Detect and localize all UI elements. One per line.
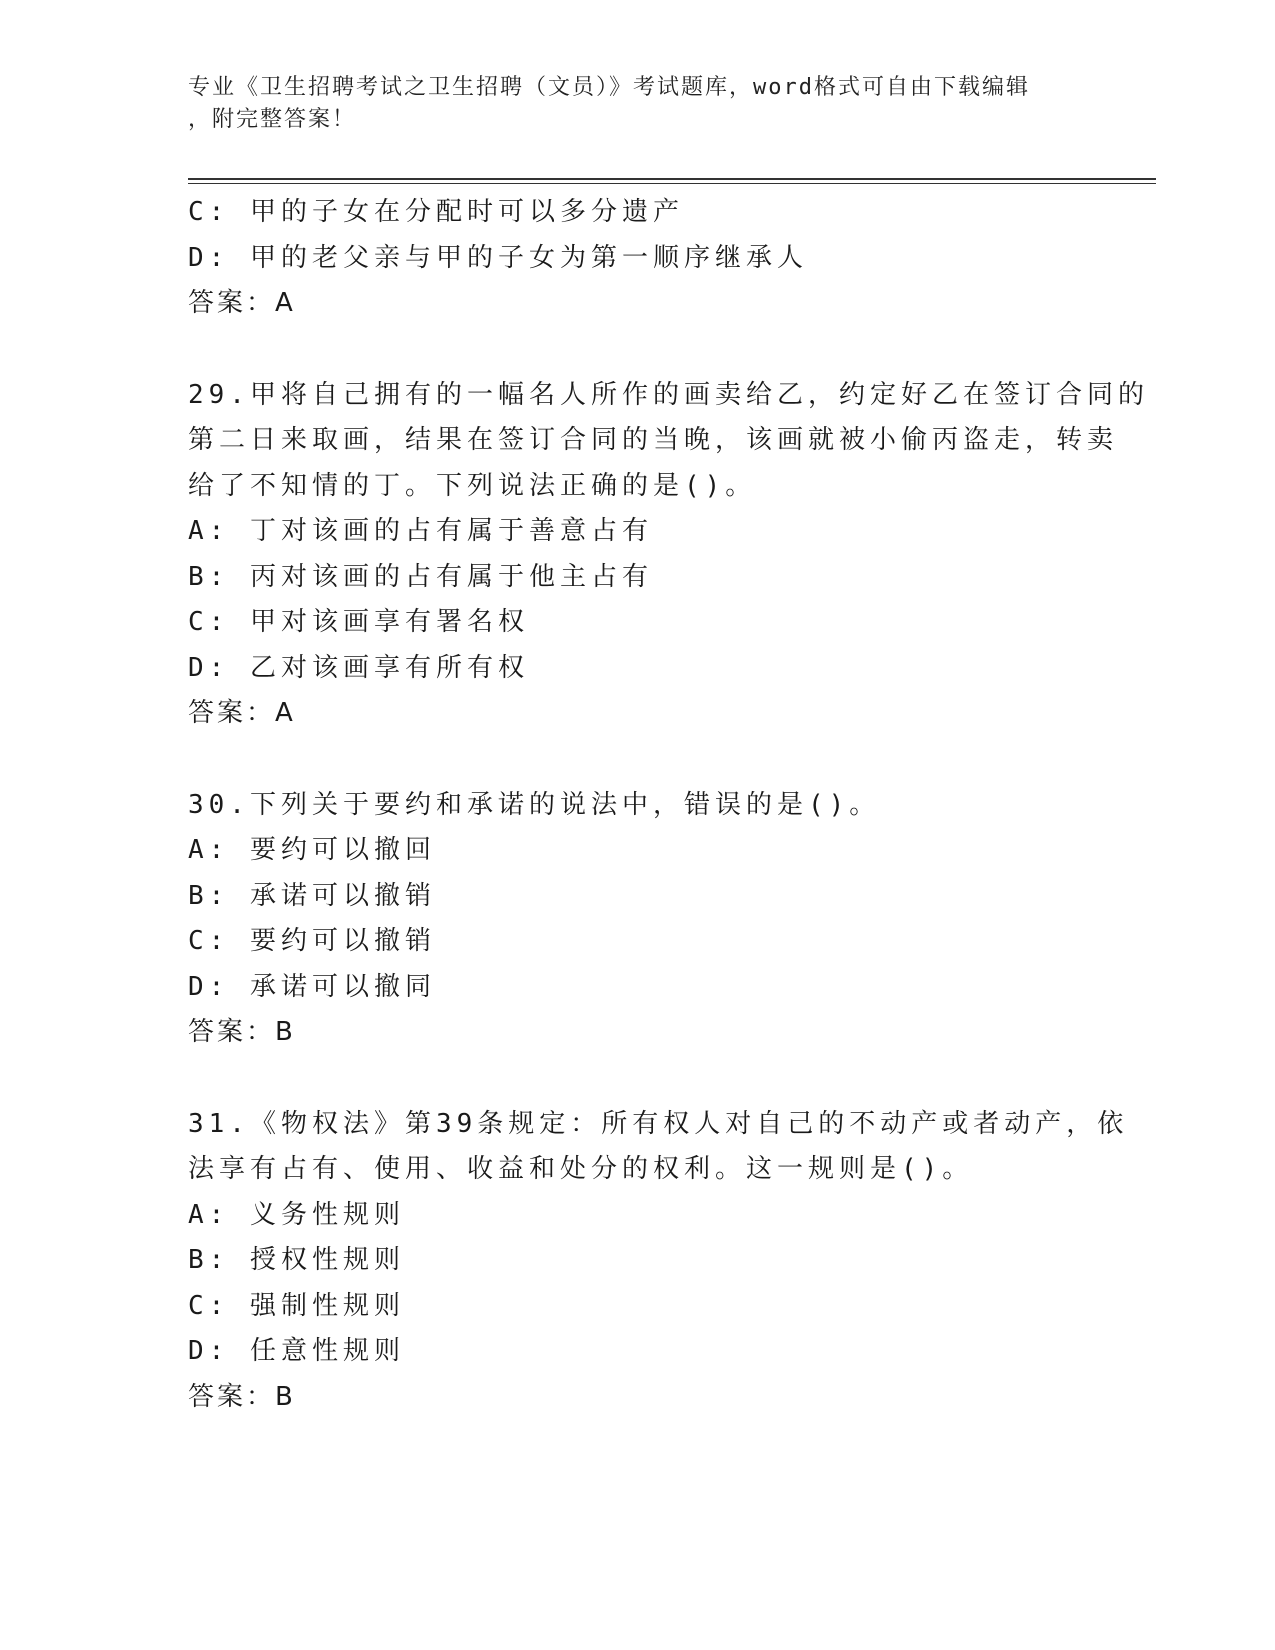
document-body (188, 190, 1149, 1420)
document-header (188, 72, 1068, 136)
question-stem-line: 30.下列关于要约和承诺的说法中，错误的是()。 (188, 789, 881, 820)
option-c: C: 甲对该画享有署名权 (188, 607, 529, 637)
answer-line: 答案：B (188, 1017, 296, 1047)
answer-line: 答案：B (188, 1381, 296, 1412)
option-d: D: 承诺可以撤同 (188, 971, 436, 1002)
option-c: C: 强制性规则 (188, 1290, 405, 1321)
question-stem-line: 法享有占有、使用、收益和处分的权利。这一规则是()。 (188, 1154, 974, 1184)
answer-line: 答案：A (188, 698, 296, 728)
header-line-1: 专业《卫生招聘考试之卫生招聘（文员）》考试题库，word格式可自由下载编辑 (188, 75, 1030, 100)
question-stem-line: 29.甲将自己拥有的一幅名人所作的画卖给乙，约定好乙在签订合同的 (188, 379, 1149, 410)
option-d: D: 甲的老父亲与甲的子女为第一顺序继承人 (188, 242, 808, 273)
option-d: D: 任意性规则 (188, 1336, 405, 1366)
option-c: C: 要约可以撤销 (188, 926, 436, 956)
header-divider-thin (188, 183, 1156, 184)
option-c: C: 甲的子女在分配时可以多分遗产 (188, 197, 684, 227)
question-29 (188, 373, 1149, 737)
question-30 (188, 783, 1088, 1056)
answer-line: 答案：A (188, 288, 296, 318)
option-b: B: 承诺可以撤销 (188, 880, 436, 911)
option-a: A: 丁对该画的占有属于善意占有 (188, 516, 653, 546)
question-31 (188, 1102, 1129, 1421)
question-28-continuation (188, 190, 1088, 327)
question-stem-line: 给了不知情的丁。下列说法正确的是()。 (188, 470, 757, 501)
option-a: A: 义务性规则 (188, 1199, 405, 1230)
option-d: D: 乙对该画享有所有权 (188, 652, 529, 683)
header-line-2: ，附完整答案！ (188, 107, 357, 132)
option-b: B: 丙对该画的占有属于他主占有 (188, 561, 653, 592)
question-stem-line: 31.《物权法》第39条规定：所有权人对自己的不动产或者动产，依 (188, 1108, 1129, 1139)
option-b: B: 授权性规则 (188, 1245, 405, 1275)
header-divider-thick (188, 178, 1156, 180)
question-stem-line: 第二日来取画，结果在签订合同的当晚，该画就被小偷丙盗走，转卖 (188, 425, 1119, 455)
option-a: A: 要约可以撤回 (188, 835, 436, 865)
